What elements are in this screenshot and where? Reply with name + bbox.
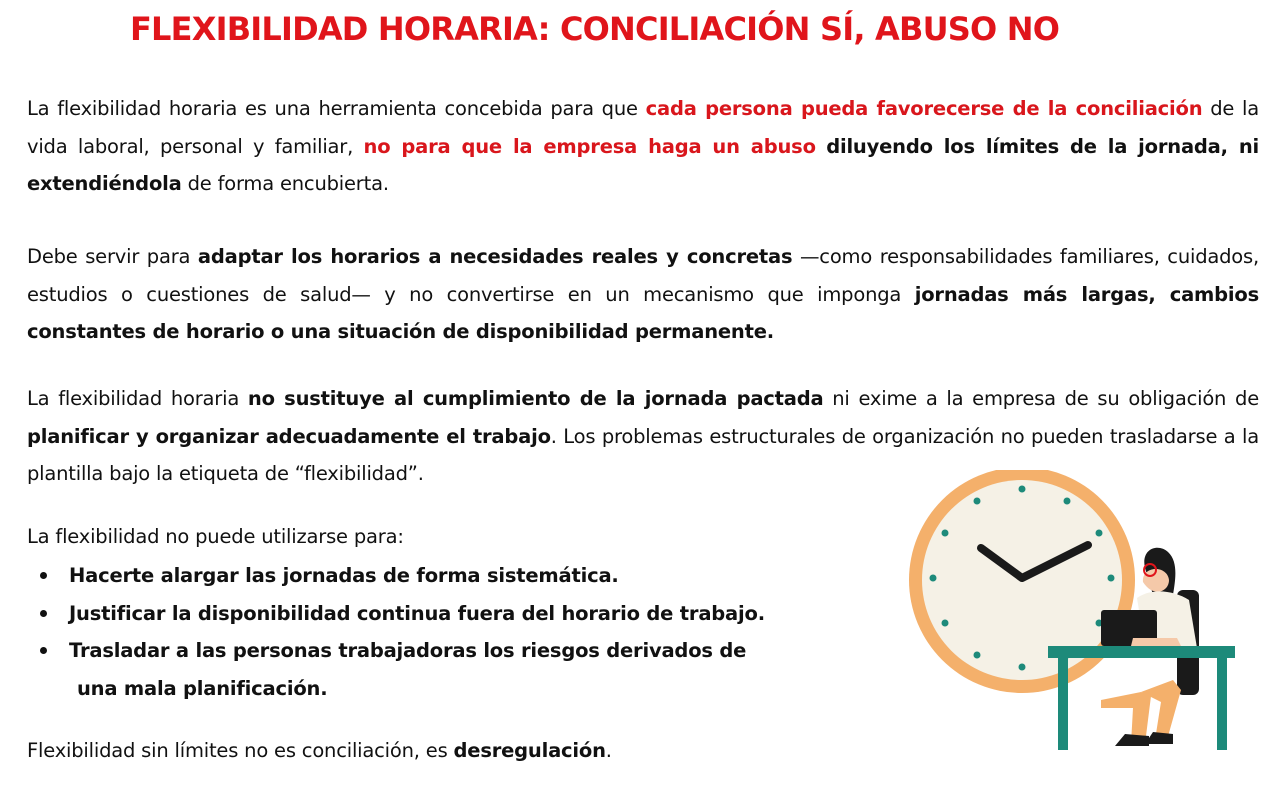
paragraph-intro [27, 90, 1259, 203]
list-item [36, 595, 836, 633]
bold-text: desregulación [453, 739, 606, 762]
text: Debe servir para [27, 245, 198, 268]
list-item-text-continued: una mala planificación. [77, 676, 328, 700]
text: . Los problemas estructurales de organización no pueden trasladarse a la plantilla bajo la etiqueta de “flexibilidad”. [27, 424, 1260, 485]
text: —como responsabilidades familiares, cuidados, estudios o cuestiones de salud— y no convertirse en un mecanismo que imponga [27, 245, 1259, 306]
text: Flexibilidad sin límites no es conciliación, es [27, 739, 454, 762]
bold-text: planificar y organizar adecuadamente el trabajo [27, 424, 551, 448]
list-item [36, 632, 836, 707]
text: de la vida laboral, personal y familiar, [27, 97, 1259, 158]
highlight-text: cada persona pueda favorecerse de la conciliación [645, 97, 1203, 120]
bold-text: jornadas más largas, cambios constantes de horario o una situación de disponibilidad permanente. [27, 282, 1259, 343]
paragraph-conclusion [27, 732, 927, 770]
text [816, 135, 826, 158]
text: . [605, 739, 612, 762]
highlight-text: no para que la empresa haga un abuso [363, 134, 816, 158]
text: ni exime a la empresa de su obligación de [823, 387, 1259, 410]
clock-icon [909, 470, 1135, 693]
restrictions-list [36, 557, 836, 707]
list-item-text: Hacerte alargar las jornadas de forma sistemática. [69, 564, 619, 587]
list-intro: La flexibilidad no puede utilizarse para: [27, 525, 404, 548]
clock-worker-illustration [905, 470, 1245, 760]
page-title: FLEXIBILIDAD HORARIA: CONCILIACIÓN SÍ, ABUSO NO [130, 10, 1060, 48]
text: La flexibilidad horaria es una herramienta concebida para que [27, 97, 646, 120]
list-item-text: Justificar la disponibilidad continua fuera del horario de trabajo. [69, 601, 765, 625]
list-item-text: Trasladar a las personas trabajadoras los riesgos derivados de [69, 639, 747, 662]
list-item [36, 557, 836, 595]
paragraph-purpose [27, 238, 1259, 351]
text: de forma encubierta. [181, 172, 389, 195]
bold-text: adaptar los horarios a necesidades reales y concretas [197, 245, 793, 268]
bold-text: diluyendo los límites de la jornada, ni extendiéndola [27, 134, 1260, 195]
bold-text: no sustituye al cumplimiento de la jornada pactada [247, 387, 824, 410]
text: La flexibilidad horaria [27, 387, 248, 410]
